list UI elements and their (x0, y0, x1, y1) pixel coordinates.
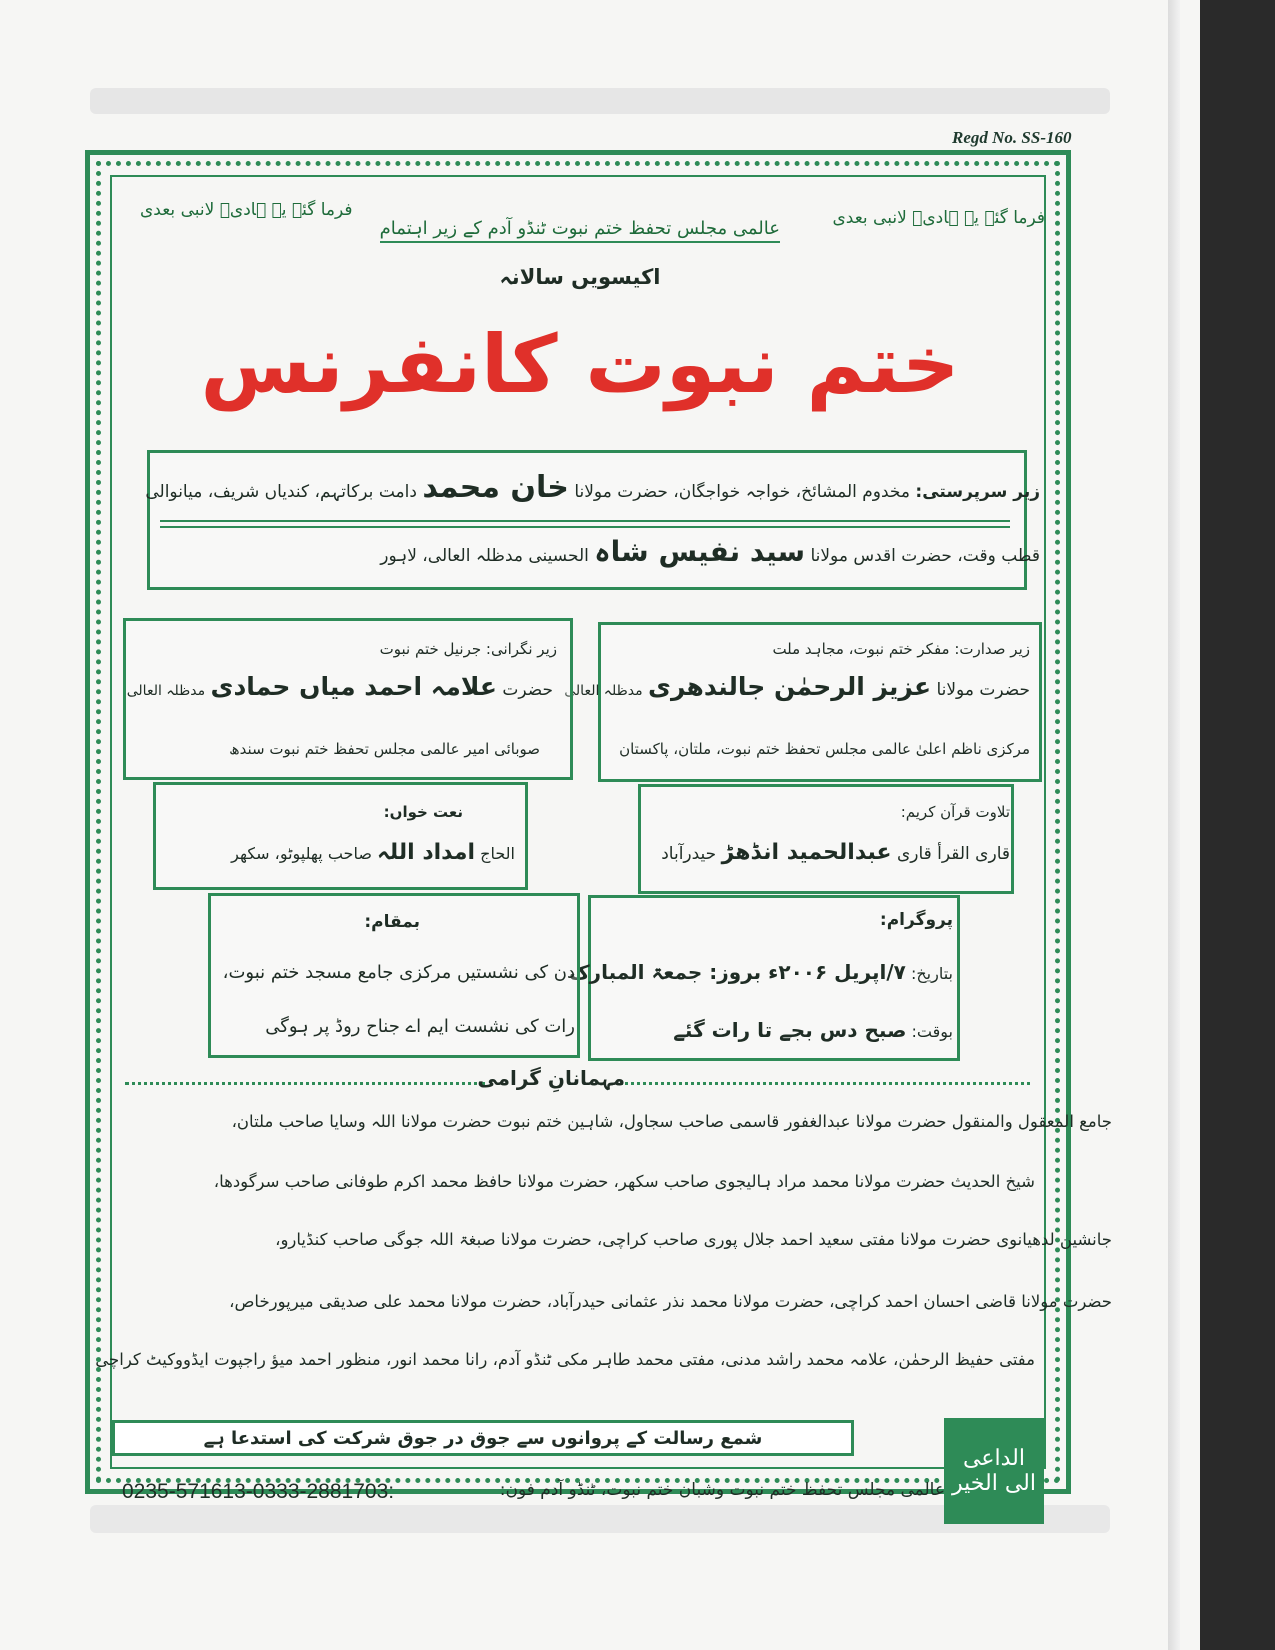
bleed-through-header (90, 88, 1110, 114)
supervision-role: صوبائی امیر عالمی مجلس تحفظ ختم نبوت سندھ (229, 740, 540, 758)
venue-line-2: رات کی نشست ایم اے جناح روڈ پر ہوگی (265, 1016, 575, 1037)
registration-number: Regd No. SS-160 (952, 128, 1072, 147)
program-date: ۷/اپریل ۲۰۰۶ء بروز: جمعۃ المبارک (569, 960, 906, 984)
guest-line-3: جانشین لدھیانوی حضرت مولانا مفتی سعید احمد جلال پوری صاحب کراچی، حضرت مولانا صبغۃ اللہ جوگی صاحب کنڈیارو، (275, 1230, 1112, 1249)
guest-line-1: جامع المعقول والمنقول حضرت مولانا عبدالغفور قاسمی صاحب سجاول، شاہین ختم نبوت حضرت مولانا اللہ وسایا صاحب ملتان، (231, 1112, 1112, 1131)
corner-verse-left: فرما گئے یہ ہادیؐ لانبی بعدی (140, 200, 353, 220)
organizer-line: عالمی مجلس تحفظ ختم نبوت ٹنڈو آدم کے زیر اہتمام (380, 218, 780, 243)
program-date-line (569, 960, 953, 984)
supervision-prefix: حضرت (502, 680, 553, 700)
guest-line-2: شیخ الحدیث حضرت مولانا محمد مراد ہالیجوی صاحب سکھر، حضرت مولانا حافظ محمد اکرم طوفانی صاحب سرگودھا، (213, 1172, 1035, 1191)
patronage-line-2 (180, 535, 1040, 568)
program-time-line (593, 1018, 953, 1042)
page-title: ختم نبوت کانفرنس (200, 318, 960, 411)
naat-prefix: الحاج (480, 844, 515, 863)
naat-suffix: صاحب پھلپوٹو، سکھر (231, 844, 372, 863)
venue-line-1: دن کی نشستیں مرکزی جامع مسجد ختم نبوت، (222, 962, 575, 983)
patronage-prefix: زیر سرپرستی: (915, 482, 1040, 502)
guest-line-5: مفتی حفیظ الرحمٰن، علامہ محمد راشد مدنی، مفتی محمد طاہر مکی ٹنڈو آدم، رانا محمد انور، منظور احمد میؤ راجپوت ایڈووکیٹ کراچی (95, 1350, 1035, 1369)
recitation-prefix: قاری القرأ قاری (896, 844, 1010, 864)
qutb-suffix: الحسینی مدظلہ العالی، لاہور (380, 546, 589, 566)
naat-name-line (155, 840, 515, 865)
closing-appeal-box (112, 1420, 854, 1456)
program-date-prefix: بتاریخ: (910, 964, 953, 983)
presidency-role: مرکزی ناظم اعلیٰ عالمی مجلس تحفظ ختم نبوت، ملتان، پاکستان (619, 740, 1030, 758)
edition-line: اکیسویں سالانہ (499, 265, 661, 289)
inviter-badge (944, 1418, 1044, 1524)
footer-organization: عالمی مجلس تحفظ ختم نبوت وشبان ختم نبوت، ٹنڈو آدم فون: (499, 1480, 945, 1500)
patronage-text: مخدوم المشائخ، خواجہ خواجگان، حضرت مولانا (574, 482, 911, 502)
patronage-line-1 (145, 470, 1040, 505)
presidency-suffix: مدظلہ العالی (564, 683, 643, 699)
supervision-name-line (126, 672, 553, 701)
inviter-line-1: الداعی (963, 1446, 1025, 1471)
guests-heading: مہمانانِ گرامی (477, 1066, 625, 1090)
program-time-prefix: بوقت: (911, 1022, 953, 1041)
patronage-divider (160, 520, 1010, 528)
program-time: صبح دس بجے تا رات گئے (673, 1018, 907, 1042)
recitation-suffix: حیدرآباد (661, 844, 717, 864)
qutb-text: قطب وقت، حضرت اقدس مولانا (810, 546, 1040, 566)
supervision-label: زیر نگرانی: جرنیل ختم نبوت (379, 640, 557, 658)
paper-edge (1168, 0, 1180, 1650)
presidency-name: عزیز الرحمٰن جالندھری (648, 672, 932, 701)
recitation-label: تلاوت قرآن کریم: (900, 803, 1010, 821)
guests-divider-left (125, 1082, 485, 1091)
presidency-name-line (564, 672, 1030, 701)
recitation-box (638, 784, 1014, 894)
presidency-prefix: حضرت مولانا (936, 680, 1030, 700)
patronage-name: خان محمد (422, 470, 569, 505)
naat-label: نعت خواں: (383, 803, 463, 821)
naat-box (153, 782, 528, 890)
naat-name: امداد اللہ (377, 840, 476, 865)
supervision-name: علامہ احمد میاں حمادی (210, 672, 497, 701)
supervision-suffix: مدظلہ العالی (126, 683, 206, 699)
footer-phone: 0235-571613-0333-2881703: (122, 1480, 395, 1503)
closing-appeal: شمع رسالت کے پروانوں سے جوق در جوق شرکت کی استدعا ہے (203, 1427, 763, 1449)
recitation-name: عبدالحمید انڈھڑ (721, 840, 892, 865)
guest-line-4: حضرت مولانا قاضی احسان احمد کراچی، حضرت مولانا محمد نذر عثمانی حیدرآباد، حضرت مولانا محمد علی صدیقی میرپورخاص، (229, 1292, 1112, 1311)
recitation-name-line (650, 840, 1010, 865)
presidency-label: زیر صدارت: مفکر ختم نبوت، مجاہد ملت (772, 640, 1030, 658)
guests-divider-right (620, 1082, 1030, 1091)
program-label: پروگرام: (879, 910, 953, 930)
corner-verse-right: فرما گئے یہ ہادیؐ لانبی بعدی (832, 208, 1045, 228)
inviter-line-2: الی الخیر (952, 1471, 1036, 1496)
patronage-suffix: دامت برکاتہم، کندیاں شریف، میانوالی (145, 482, 417, 502)
qutb-name: سید نفیس شاہ (594, 535, 806, 568)
venue-label: بمقام: (364, 912, 420, 932)
